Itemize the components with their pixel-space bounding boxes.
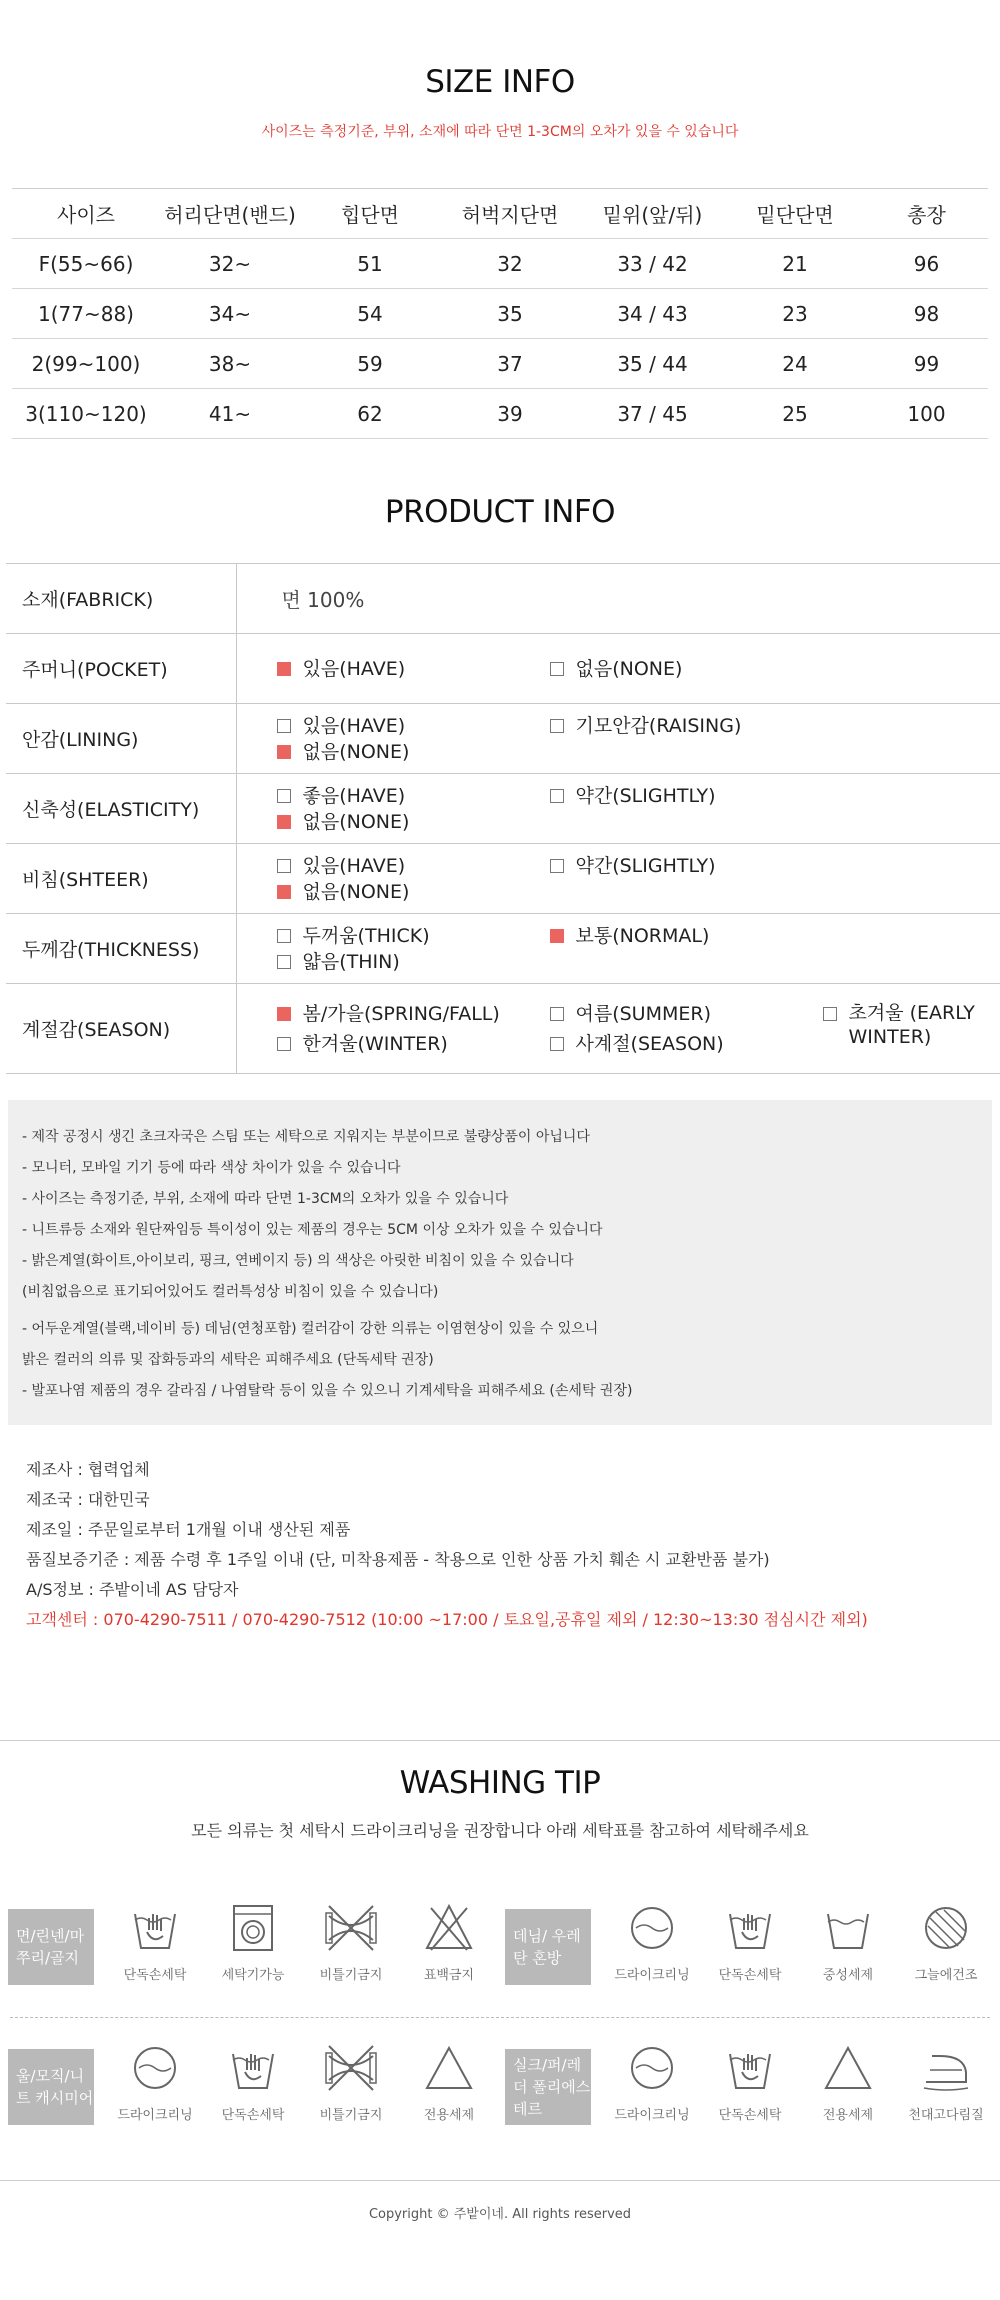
wash-category: 실크/퍼/레더 폴리에스테르: [505, 2049, 591, 2125]
fabric-label: 소재(FABRICK): [6, 564, 236, 634]
wash-label: 비틀기금지: [319, 1968, 383, 1983]
fabric-value: 면 100%: [236, 564, 1000, 634]
checkbox-empty-icon: [277, 955, 291, 969]
maker-info: [26, 1455, 868, 1635]
checkbox-checked-icon: [277, 815, 291, 829]
size-cell: 34~: [160, 289, 300, 339]
checkbox-empty-icon: [277, 1037, 291, 1051]
checkbox-empty-icon: [550, 1007, 564, 1021]
notice-line: - 제작 공정시 생긴 초크자국은 스팀 또는 세탁으로 지워지는 부분이므로 불량상품이 아닙니다: [22, 1129, 590, 1145]
wash-item: [897, 2040, 995, 2150]
option-label: 없음(NONE): [575, 657, 683, 680]
thickness-option: [277, 949, 550, 975]
wash-item: [603, 2040, 701, 2150]
size-header-cell: 허리단면(밴드): [160, 189, 300, 239]
wash-label: 단독손세탁: [221, 2108, 285, 2123]
size-cell: 96: [865, 239, 988, 289]
checkbox-empty-icon: [277, 789, 291, 803]
wash-label: 전용세제: [822, 2108, 874, 2123]
wash-item: [400, 2040, 498, 2150]
dry-clean-icon: [624, 2040, 680, 2096]
wash-label: 표백금지: [423, 1968, 475, 1983]
pocket-option: [550, 656, 823, 682]
option-label: 약간(SLIGHTLY): [575, 854, 716, 877]
copyright: Copyright © 주밭이네. All rights reserved: [368, 2207, 632, 2222]
notice-line: - 밝은계열(화이트,아이보리, 핑크, 연베이지 등) 의 색상은 아릿한 비침이 있을 수 있습니다: [22, 1253, 574, 1269]
size-header-cell: 밑위(앞/뒤): [580, 189, 725, 239]
option-label: 없음(NONE): [302, 740, 410, 763]
size-cell: F(55~66): [12, 239, 160, 289]
lining-option: [277, 739, 550, 765]
product-info-row: [6, 984, 1000, 1074]
size-cell: 35 / 44: [580, 339, 725, 389]
wash-group: [8, 2040, 498, 2150]
checkbox-empty-icon: [277, 929, 291, 943]
size-cell: 2(99~100): [12, 339, 160, 389]
option-label: 여름(SUMMER): [575, 1002, 711, 1025]
size-cell: 32: [440, 239, 580, 289]
sheer-option: [277, 879, 550, 905]
elasticity-option: [277, 783, 550, 809]
as-info: A/S정보 : 주밭이네 AS 담당자: [26, 1580, 239, 1599]
pocket-label: 주머니(POCKET): [6, 634, 236, 704]
notice-line: - 어두운계열(블랙,네이비 등) 데님(연청포함) 컬러감이 강한 의류는 이염현상이 있을 수 있으니: [22, 1321, 599, 1337]
option-label: 한겨울(WINTER): [302, 1032, 448, 1055]
wash-item: [302, 2040, 400, 2150]
wash-category: 면/린넨/마 쭈리/골지: [8, 1909, 94, 1985]
wash-item: [799, 1900, 897, 2010]
product-info-row: [6, 564, 1000, 634]
thickness-option: [277, 923, 550, 949]
size-row: [12, 289, 988, 339]
detergent-triangle-icon: [820, 2040, 876, 2096]
season-option: [550, 1031, 823, 1057]
pocket-option: [277, 656, 550, 682]
wash-item: [701, 2040, 799, 2150]
notice-line: - 모니터, 모바일 기기 등에 따라 색상 차이가 있을 수 있습니다: [22, 1160, 401, 1176]
product-info-title: PRODUCT INFO: [384, 494, 616, 530]
dry-clean-icon: [624, 1900, 680, 1956]
wash-group: [8, 1900, 498, 2010]
manufacturer: 제조사 : 협력업체: [26, 1460, 150, 1479]
product-info-row: [6, 634, 1000, 704]
notice-line: - 발포나염 제품의 경우 갈라짐 / 나염탈락 등이 있을 수 있으니 기계세탁을 피해주세요 (손세탁 권장): [22, 1383, 633, 1399]
warranty: 품질보증기준 : 제품 수령 후 1주일 이내 (단, 미착용제품 - 착용으로 인한 상품 가치 훼손 시 교환반품 불가): [26, 1550, 770, 1569]
wash-label: 세탁기가능: [221, 1968, 285, 1983]
checkbox-empty-icon: [550, 789, 564, 803]
checkbox-checked-icon: [277, 662, 291, 676]
wash-category: 울/모직/니트 캐시미어: [8, 2049, 94, 2125]
option-label: 두꺼움(THICK): [302, 924, 430, 947]
sheer-option: [550, 853, 823, 879]
size-cell: 38~: [160, 339, 300, 389]
washing-machine-icon: [225, 1900, 281, 1956]
wash-label: 드라이크리닝: [614, 2108, 690, 2123]
elasticity-option: [277, 809, 550, 835]
wash-label: 드라이크리닝: [117, 2108, 193, 2123]
product-info-row: [6, 704, 1000, 774]
wash-item: [106, 2040, 204, 2150]
size-cell: 24: [725, 339, 865, 389]
size-row: [12, 389, 988, 439]
size-cell: 51: [300, 239, 440, 289]
option-label: 사계절(SEASON): [575, 1032, 724, 1055]
option-label: 얇음(THIN): [302, 950, 400, 973]
wash-label: 단독손세탁: [718, 1968, 782, 1983]
checkbox-checked-icon: [277, 1007, 291, 1021]
size-cell: 35: [440, 289, 580, 339]
checkbox-checked-icon: [277, 885, 291, 899]
footer-divider: [0, 2180, 1000, 2181]
notice-line: - 니트류등 소재와 원단짜임등 특이성이 있는 제품의 경우는 5CM 이상 오차가 있을 수 있습니다: [22, 1222, 603, 1238]
size-header-cell: 허벅지단면: [440, 189, 580, 239]
size-cell: 98: [865, 289, 988, 339]
wash-item: [897, 1900, 995, 2010]
washing-tip-subtitle: 모든 의류는 첫 세탁시 드라이크리닝을 권장합니다 아래 세탁표를 참고하여 세탁해주세요: [191, 1821, 809, 1840]
customer-center: 고객센터 : 070-4290-7511 / 070-4290-7512 (10:00 ~17:00 / 토요일,공휴일 제외 / 12:30~13:30 점심시간 제외): [26, 1610, 868, 1629]
lining-label: 안감(LINING): [6, 704, 236, 774]
size-cell: 21: [725, 239, 865, 289]
hand-wash-icon: [722, 2040, 778, 2096]
season-label: 계절감(SEASON): [6, 984, 236, 1074]
size-info-subtitle: 사이즈는 측정기준, 부위, 소재에 따라 단면 1-3CM의 오차가 있을 수 있습니다: [261, 124, 739, 140]
size-cell: 34 / 43: [580, 289, 725, 339]
wash-category: 데님/ 우레탄 혼방: [505, 1909, 591, 1985]
checkbox-checked-icon: [550, 929, 564, 943]
size-cell: 3(110~120): [12, 389, 160, 439]
size-header-cell: 힙단면: [300, 189, 440, 239]
wash-item: [204, 2040, 302, 2150]
size-row: [12, 239, 988, 289]
size-cell: 23: [725, 289, 865, 339]
option-label: 없음(NONE): [302, 880, 410, 903]
size-cell: 41~: [160, 389, 300, 439]
checkbox-empty-icon: [550, 662, 564, 676]
elasticity-label: 신축성(ELASTICITY): [6, 774, 236, 844]
option-label: 없음(NONE): [302, 810, 410, 833]
no-wring-icon: [323, 1900, 379, 1956]
checkbox-empty-icon: [550, 1037, 564, 1051]
wash-label: 그늘에건조: [914, 1968, 978, 1983]
thickness-label: 두께감(THICKNESS): [6, 914, 236, 984]
checkbox-checked-icon: [277, 745, 291, 759]
elasticity-option: [550, 783, 823, 809]
wash-label: 단독손세탁: [123, 1968, 187, 1983]
size-cell: 37: [440, 339, 580, 389]
option-label: 좋음(HAVE): [302, 784, 406, 807]
size-header-cell: 사이즈: [12, 189, 160, 239]
checkbox-empty-icon: [550, 719, 564, 733]
wash-label: 중성세제: [822, 1968, 874, 1983]
iron-cloth-icon: [918, 2040, 974, 2096]
lining-option: [277, 713, 550, 739]
wash-label: 비틀기금지: [319, 2108, 383, 2123]
size-cell: 99: [865, 339, 988, 389]
wash-item: [400, 1900, 498, 2010]
size-cell: 25: [725, 389, 865, 439]
section-divider: [0, 1740, 1000, 1741]
wash-label: 전용세제: [423, 2108, 475, 2123]
checkbox-empty-icon: [277, 859, 291, 873]
no-bleach-icon: [421, 1900, 477, 1956]
wash-label: 천대고다림질: [908, 2108, 984, 2123]
wash-item: [204, 1900, 302, 2010]
checkbox-empty-icon: [550, 859, 564, 873]
option-label: 있음(HAVE): [302, 657, 406, 680]
wash-item: [106, 1900, 204, 2010]
size-info-title: SIZE INFO: [425, 64, 575, 100]
hand-wash-icon: [722, 1900, 778, 1956]
size-cell: 62: [300, 389, 440, 439]
checkbox-empty-icon: [277, 719, 291, 733]
checkbox-empty-icon: [823, 1007, 837, 1021]
wash-group: [505, 1900, 995, 2010]
country: 제조국 : 대한민국: [26, 1490, 150, 1509]
wash-label: 드라이크리닝: [614, 1968, 690, 1983]
option-label: 초겨울 (EARLY WINTER): [848, 1001, 975, 1048]
size-cell: 100: [865, 389, 988, 439]
notice-line: - 사이즈는 측정기준, 부위, 소재에 따라 단면 1-3CM의 오차가 있을 수 있습니다: [22, 1191, 509, 1207]
notice-line: (비침없음으로 표기되어있어도 컬러특성상 비침이 있을 수 있습니다): [22, 1284, 439, 1300]
season-option: [277, 1031, 550, 1057]
option-label: 약간(SLIGHTLY): [575, 784, 716, 807]
size-cell: 39: [440, 389, 580, 439]
dashed-divider: [10, 2017, 990, 2018]
detergent-triangle-icon: [421, 2040, 477, 2096]
thickness-option: [550, 923, 823, 949]
wash-item: [701, 1900, 799, 2010]
product-info-table: [6, 563, 1000, 1074]
product-info-row: [6, 844, 1000, 914]
size-row: [12, 339, 988, 389]
size-cell: 37 / 45: [580, 389, 725, 439]
option-label: 있음(HAVE): [302, 714, 406, 737]
wash-label: 단독손세탁: [718, 2108, 782, 2123]
dry-clean-icon: [127, 2040, 183, 2096]
hand-wash-icon: [127, 1900, 183, 1956]
size-cell: 33 / 42: [580, 239, 725, 289]
wash-item: [603, 1900, 701, 2010]
notice-box: [8, 1100, 992, 1425]
wash-item: [302, 1900, 400, 2010]
lining-option: [550, 713, 823, 739]
product-info-row: [6, 774, 1000, 844]
option-label: 보통(NORMAL): [575, 924, 710, 947]
size-table: [12, 188, 988, 439]
wash-group: [505, 2040, 995, 2150]
no-wring-icon: [323, 2040, 379, 2096]
size-header-cell: 총장: [865, 189, 988, 239]
option-label: 봄/가을(SPRING/FALL): [302, 1002, 500, 1025]
notice-line: 밝은 컬러의 의류 및 잡화등과의 세탁은 피해주세요 (단독세탁 권장): [22, 1352, 434, 1368]
wash-item: [799, 2040, 897, 2150]
hand-wash-icon: [225, 2040, 281, 2096]
season-option: [823, 1001, 993, 1049]
option-label: 기모안감(RAISING): [575, 714, 742, 737]
sheer-label: 비침(SHTEER): [6, 844, 236, 914]
option-label: 있음(HAVE): [302, 854, 406, 877]
size-cell: 54: [300, 289, 440, 339]
sheer-option: [277, 853, 550, 879]
shade-dry-icon: [918, 1900, 974, 1956]
washing-tip-title: WASHING TIP: [399, 1765, 601, 1801]
product-info-row: [6, 914, 1000, 984]
neutral-detergent-icon: [820, 1900, 876, 1956]
size-header-cell: 밑단단면: [725, 189, 865, 239]
size-cell: 59: [300, 339, 440, 389]
size-cell: 1(77~88): [12, 289, 160, 339]
size-table-header: [12, 189, 988, 239]
manufacture-date: 제조일 : 주문일로부터 1개월 이내 생산된 제품: [26, 1520, 351, 1539]
size-cell: 32~: [160, 239, 300, 289]
